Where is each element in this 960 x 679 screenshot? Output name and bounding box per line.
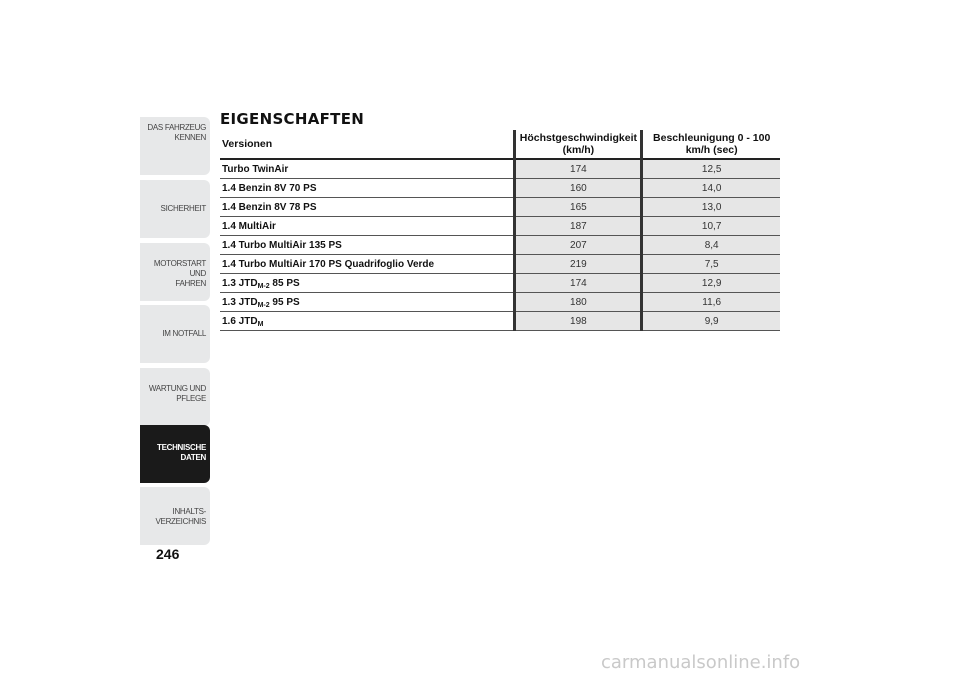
acceleration-cell: 11,6 <box>642 293 780 312</box>
acceleration-cell: 7,5 <box>642 255 780 274</box>
top-speed-cell: 180 <box>515 293 642 312</box>
tab-wartung-und-pflege[interactable]: WARTUNG UND PFLEGE <box>140 368 210 426</box>
acceleration-cell: 9,9 <box>642 312 780 331</box>
top-speed-cell: 219 <box>515 255 642 274</box>
version-name: Turbo TwinAir <box>222 163 289 175</box>
top-speed-cell: 207 <box>515 236 642 255</box>
version-name-cell <box>220 179 515 198</box>
version-name-cell <box>220 274 515 293</box>
performance-table <box>220 130 780 331</box>
version-name: 1.4 Benzin 8V 78 PS <box>222 201 317 213</box>
top-speed-cell: 160 <box>515 179 642 198</box>
table-row <box>220 179 780 198</box>
version-name-cell <box>220 312 515 331</box>
table-row <box>220 236 780 255</box>
acceleration-cell: 12,9 <box>642 274 780 293</box>
table-row <box>220 312 780 331</box>
version-name: 1.3 JTD <box>222 277 258 289</box>
version-name: 1.4 MultiAir <box>222 220 276 232</box>
column-header-acceleration: Beschleunigung 0 - 100 km/h (sec) <box>642 130 780 159</box>
tab-motorstart-und-fahren[interactable]: MOTORSTART UND FAHREN <box>140 243 210 301</box>
version-name: 1.4 Turbo MultiAir 170 PS Quadrifoglio Verde <box>222 258 435 270</box>
table-row <box>220 255 780 274</box>
table-row <box>220 198 780 217</box>
column-header-versions: Versionen <box>220 130 515 159</box>
acceleration-cell: 13,0 <box>642 198 780 217</box>
table-row <box>220 159 780 179</box>
version-name: 1.6 JTD <box>222 315 258 327</box>
top-speed-cell: 174 <box>515 159 642 179</box>
top-speed-cell: 198 <box>515 312 642 331</box>
version-name-cell <box>220 159 515 179</box>
tab-inhaltsverzeichnis[interactable]: INHALTS- VERZEICHNIS <box>140 487 210 545</box>
tab-das-fahrzeug-kennen[interactable]: DAS FAHRZEUG KENNEN <box>140 117 210 175</box>
version-name-suffix: 95 PS <box>269 296 300 308</box>
version-name: 1.3 JTD <box>222 296 258 308</box>
acceleration-cell: 14,0 <box>642 179 780 198</box>
table-header-row <box>220 130 780 159</box>
table-row <box>220 293 780 312</box>
top-speed-cell: 174 <box>515 274 642 293</box>
tab-im-notfall[interactable]: IM NOTFALL <box>140 305 210 363</box>
version-name-cell <box>220 217 515 236</box>
version-name-cell <box>220 236 515 255</box>
version-name-cell <box>220 255 515 274</box>
watermark: carmanualsonline.info <box>601 652 801 673</box>
version-name-subscript: M-2 <box>257 282 270 290</box>
top-speed-cell: 187 <box>515 217 642 236</box>
version-name-cell <box>220 293 515 312</box>
version-name-suffix: 85 PS <box>269 277 300 289</box>
version-name-cell <box>220 198 515 217</box>
version-name-subscript: M <box>257 320 264 328</box>
version-name: 1.4 Turbo MultiAir 135 PS <box>222 239 342 251</box>
table-row <box>220 274 780 293</box>
tab-sicherheit[interactable]: SICHERHEIT <box>140 180 210 238</box>
acceleration-cell: 8,4 <box>642 236 780 255</box>
tab-technische-daten[interactable]: TECHNISCHE DATEN <box>140 425 210 483</box>
page-number: 246 <box>156 546 180 562</box>
acceleration-cell: 10,7 <box>642 217 780 236</box>
top-speed-cell: 165 <box>515 198 642 217</box>
table-row <box>220 217 780 236</box>
version-name: 1.4 Benzin 8V 70 PS <box>222 182 317 194</box>
column-header-top-speed: Höchstgeschwindigkeit (km/h) <box>515 130 642 159</box>
version-name-subscript: M-2 <box>257 301 270 309</box>
acceleration-cell: 12,5 <box>642 159 780 179</box>
section-title: EIGENSCHAFTEN <box>220 110 365 128</box>
